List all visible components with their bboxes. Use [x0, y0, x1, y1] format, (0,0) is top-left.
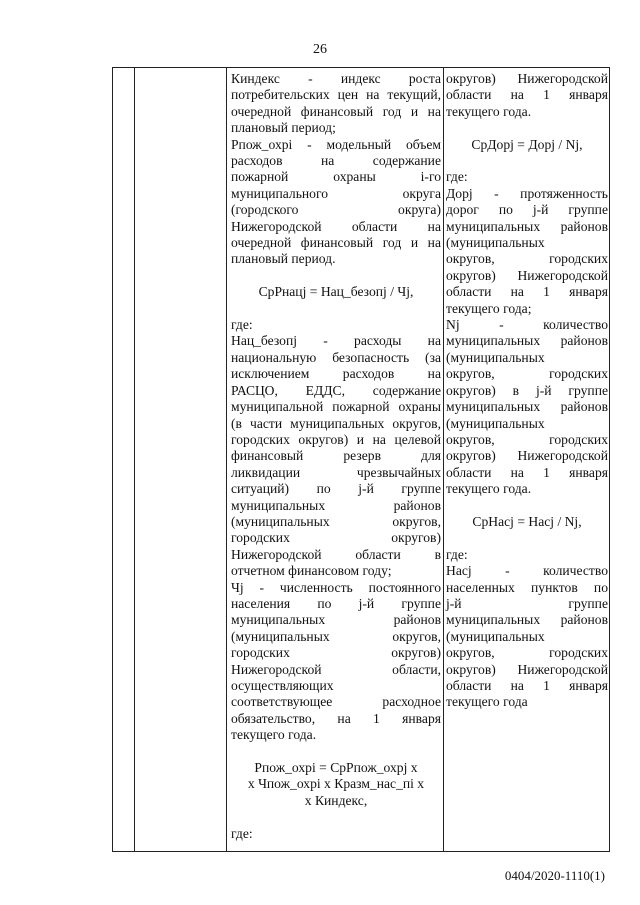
text-line: Дорj - протяженность [446, 185, 608, 201]
text-line: области на 1 января [446, 677, 608, 693]
text-line: (муниципальных округов, [231, 628, 441, 644]
text-line: обязательство, на 1 января [231, 710, 441, 726]
text-line: Насj - количество [446, 563, 608, 579]
text-line: муниципального округа [231, 185, 441, 201]
text-line: Нижегородской области в [231, 546, 441, 562]
text-line: Нац_безопj - расходы на [231, 333, 441, 349]
text-line: пожарной охраны i-го [231, 169, 441, 185]
text-line: городских округов) [231, 530, 441, 546]
text-line: текущего года. [446, 103, 532, 119]
text-line: ситуаций) по j-й группе [231, 481, 441, 497]
text-line: плановый период. [231, 251, 336, 267]
column-divider-2 [226, 68, 227, 851]
text-line: области на 1 января [446, 464, 608, 480]
text-line: городских округов) и на целевой [231, 431, 441, 447]
text-line: исключением расходов на [231, 366, 441, 382]
formula-fire-protection-line: x Киндекс, [304, 792, 368, 808]
column-divider-3 [443, 68, 444, 851]
text-line: населенных пунктов по [446, 579, 608, 595]
formula-fire-protection-line: Рпож_охрi = СрРпож_охрj x [254, 760, 418, 776]
text-line: Nj - количество [446, 317, 608, 333]
document-table [112, 67, 610, 852]
text-line: округов, городских [446, 366, 608, 382]
right-column-text [446, 71, 608, 711]
middle-column-text [231, 71, 441, 842]
text-line: муниципальной пожарной охраны [231, 399, 441, 415]
where-label: где: [446, 546, 468, 562]
text-line: округов) Нижегородской [446, 448, 608, 464]
text-line: очередной финансовый год и на [231, 103, 441, 119]
text-line: j-й группе [446, 595, 608, 611]
text-line: (муниципальных [446, 628, 545, 644]
where-label: где: [231, 825, 253, 841]
text-line: национальную безопасность (за [231, 349, 441, 365]
text-line: Нижегородской области на [231, 218, 441, 234]
text-line: осуществляющих [231, 678, 334, 693]
text-line: (муниципальных [446, 415, 545, 431]
text-line: округов) Нижегородской [446, 71, 608, 86]
text-line: РАСЦО, ЕДДС, содержание [231, 382, 441, 398]
text-line: области на 1 января [446, 87, 608, 103]
text-line: муниципальных районов [446, 218, 608, 234]
text-line: расходов на содержание [231, 153, 441, 169]
text-line: текущего года. [231, 727, 317, 743]
text-line: Нижегородской области, [231, 661, 441, 677]
text-line: округов) Нижегородской [446, 267, 608, 283]
text-line: населения по j-й группе [231, 595, 441, 611]
formula-fire-protection-line: x Чпож_охрi x Кразм_нас_пi x [247, 776, 425, 792]
text-line: (в части муниципальных округов, [231, 415, 441, 431]
text-line: (муниципальных [446, 349, 545, 365]
text-line: Рпож_охрi - модельный объем [231, 136, 441, 152]
text-line: текущего года; [446, 300, 532, 316]
text-line: потребительских цен на текущий, [231, 87, 441, 103]
page-number: 26 [313, 42, 327, 57]
text-line: отчетном финансовом году; [231, 563, 392, 579]
formula-national-security: СрРнацj = Нац_безопj / Чj, [258, 284, 414, 300]
text-line: ликвидации чрезвычайных [231, 464, 441, 480]
text-line: муниципальных районов [231, 612, 441, 628]
formula-settlements: СрНасj = Насj / Nj, [472, 513, 582, 529]
text-line: округов, городских [446, 645, 608, 661]
text-line: текущего года. [446, 481, 532, 497]
text-line: (муниципальных округов, [231, 513, 441, 529]
column-divider-1 [134, 68, 135, 851]
formula-roads: СрДорj = Дорj / Nj, [471, 136, 583, 152]
text-line: (муниципальных [446, 235, 545, 251]
text-line: дорог по j-й группе [446, 202, 608, 218]
text-line: округов) в j-й группе [446, 382, 608, 398]
text-line: плановый период; [231, 120, 336, 136]
text-line: округов) Нижегородской [446, 661, 608, 677]
where-label: где: [231, 317, 253, 333]
text-line: области на 1 января [446, 284, 608, 300]
document-code: 0404/2020-1110(1) [504, 868, 605, 883]
text-line: Чj - численность постоянного [231, 579, 441, 595]
text-line: соответствующее расходное [231, 694, 441, 710]
text-line: финансовый резерв для [231, 448, 441, 464]
text-line: текущего года [446, 694, 528, 710]
text-line: Киндекс - индекс роста [231, 71, 441, 86]
text-line: (городского округа) [231, 202, 441, 218]
text-line: округов, городских [446, 431, 608, 447]
text-line: городских округов) [231, 645, 441, 661]
text-line: очередной финансовый год и на [231, 235, 441, 251]
where-label: где: [446, 169, 468, 185]
text-line: муниципальных районов [446, 612, 608, 628]
text-line: округов, городских [446, 251, 608, 267]
text-line: муниципальных районов [446, 333, 608, 349]
text-line: муниципальных районов [446, 399, 608, 415]
text-line: муниципальных районов [231, 497, 441, 513]
